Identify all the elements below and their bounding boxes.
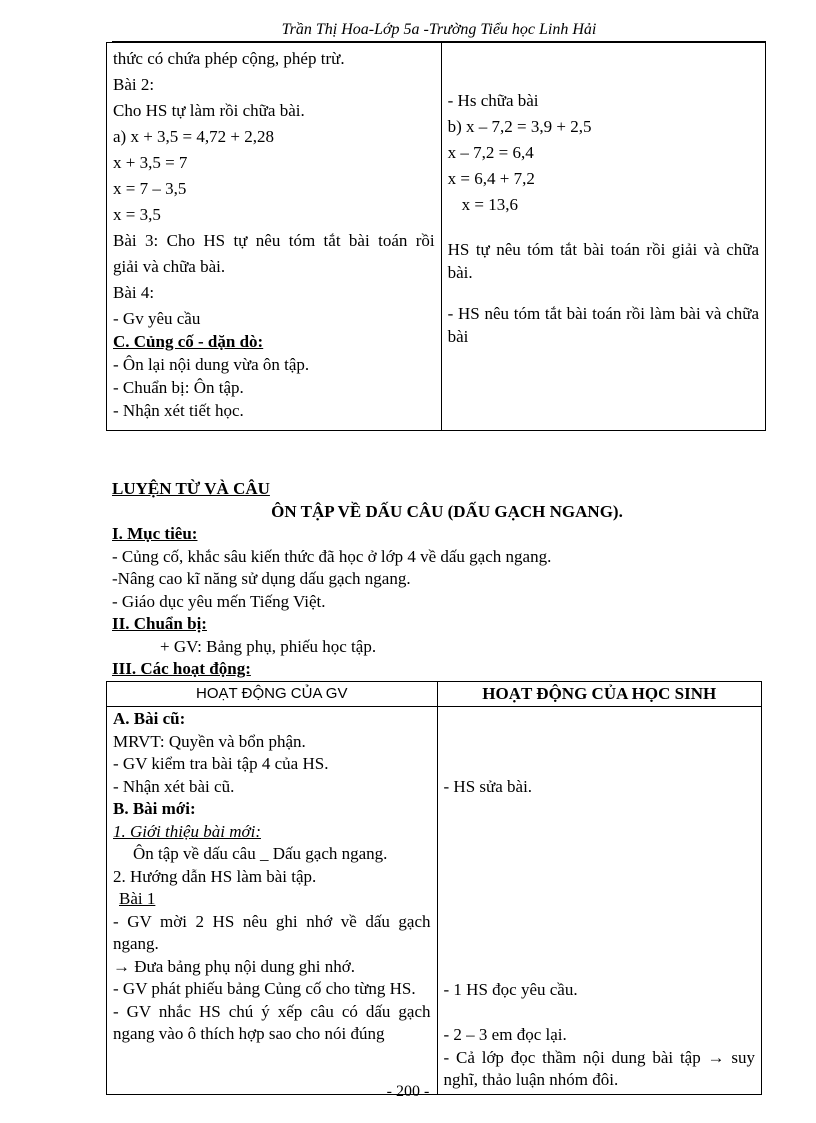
text-line: Bài 3: Cho HS tự nêu tóm tắt bài toán rồi bbox=[113, 231, 435, 250]
equation: x = 6,4 + 7,2 bbox=[447, 169, 535, 188]
text-line: - GV kiểm tra bài tập 4 của HS. bbox=[113, 754, 329, 773]
text-line: Cho HS tự làm rồi chữa bài. bbox=[113, 101, 305, 120]
heading-text: Bài 1 bbox=[119, 889, 156, 908]
student-column bbox=[441, 43, 765, 431]
objective-item: -Nâng cao kĩ năng sử dụng dấu gạch ngang. bbox=[112, 569, 411, 588]
text-line: MRVT: Quyền và bổn phận. bbox=[113, 731, 306, 751]
heading-text: C. Củng cố - dặn dò: bbox=[113, 332, 264, 351]
equation: a) x + 3,5 = 4,72 + 2,28 bbox=[113, 127, 274, 146]
page-number: - 200 - bbox=[386, 1083, 430, 1100]
equation: x = 13,6 bbox=[461, 195, 518, 214]
objective-item: - Củng cố, khắc sâu kiến thức đã học ở lớp 4 về dấu gạch ngang. bbox=[112, 546, 552, 566]
exercise-label: Bài 4: bbox=[113, 283, 155, 302]
text-line: thức có chứa phép cộng, phép trừ. bbox=[113, 49, 345, 68]
heading-text: I. Mục tiêu: bbox=[112, 524, 198, 543]
text-block: HS tự nêu tóm tắt bài toán rồi giải và chữa bài. bbox=[447, 240, 759, 282]
equation: x = 3,5 bbox=[113, 205, 161, 224]
text-block: - Cả lớp đọc thầm nội dung bài tập → suy nghĩ, thảo luận nhóm đôi. bbox=[443, 1047, 755, 1089]
section-heading: B. Bài mới: bbox=[113, 799, 196, 818]
preparation-heading bbox=[112, 613, 762, 636]
text-line: Ôn tập về dấu câu _ Dấu gạch ngang. bbox=[133, 844, 388, 863]
subject-text: LUYỆN TỪ VÀ CÂU bbox=[112, 479, 270, 498]
text-line: → Đưa bảng phụ nội dung ghi nhớ. bbox=[113, 956, 356, 976]
exercise-label: Bài 2: bbox=[113, 75, 155, 94]
text-line: - Hs chữa bài bbox=[447, 91, 539, 110]
equation: x + 3,5 = 7 bbox=[113, 153, 188, 172]
text-line: - 1 HS đọc yêu cầu. bbox=[443, 979, 578, 999]
teacher-activities bbox=[107, 707, 438, 1095]
exercise-label bbox=[113, 888, 431, 911]
preparation-item: + GV: Bảng phụ, phiếu học tập. bbox=[160, 636, 377, 656]
section-heading: A. Bài cũ: bbox=[113, 709, 186, 728]
equation: x = 7 – 3,5 bbox=[113, 179, 187, 198]
objective-item: - Giáo dục yêu mến Tiếng Việt. bbox=[112, 591, 326, 611]
student-activities bbox=[437, 707, 761, 1095]
header-teacher: HOẠT ĐỘNG CỦA GV bbox=[107, 682, 438, 707]
activity-table bbox=[106, 681, 762, 1095]
text-block: - HS nêu tóm tắt bài toán rồi làm bài và chữa bài bbox=[447, 304, 759, 346]
text-line: giải và chữa bài. bbox=[113, 257, 226, 276]
text-line: - HS sửa bài. bbox=[443, 777, 533, 796]
activity-table-continued bbox=[106, 42, 766, 431]
lesson-title: ÔN TẬP VỀ DẤU CÂU (DẤU GẠCH NGANG). bbox=[271, 501, 623, 521]
header-student: HOẠT ĐỘNG CỦA HỌC SINH bbox=[437, 682, 761, 707]
subsection-heading bbox=[113, 821, 431, 844]
page-header: Trần Thị Hoa-Lớp 5a -Trường Tiểu học Linh Hải bbox=[112, 20, 766, 42]
text-line: - 2 – 3 em đọc lại. bbox=[443, 1025, 567, 1044]
list-item: - Nhận xét tiết học. bbox=[113, 401, 244, 420]
text-line: - Gv yêu cầu bbox=[113, 309, 201, 328]
activities-heading bbox=[112, 658, 762, 681]
equation: b) x – 7,2 = 3,9 + 2,5 bbox=[447, 117, 592, 136]
text-line: - Nhận xét bài cũ. bbox=[113, 776, 235, 796]
heading-text: 1. Giới thiệu bài mới: bbox=[113, 821, 261, 841]
heading-text: II. Chuẩn bị: bbox=[112, 614, 207, 633]
lesson-intro bbox=[112, 478, 762, 681]
teacher-column bbox=[107, 43, 442, 431]
list-item: - Ôn lại nội dung vừa ôn tập. bbox=[113, 355, 310, 374]
objectives-heading bbox=[112, 523, 762, 546]
equation: x – 7,2 = 6,4 bbox=[447, 143, 534, 162]
text-block: - GV phát phiếu bảng Củng cố cho từng HS. bbox=[113, 979, 416, 998]
text-line: 2. Hướng dẫn HS làm bài tập. bbox=[113, 866, 317, 886]
text-block: - GV mời 2 HS nêu ghi nhớ về dấu gạch ngang. bbox=[113, 911, 431, 953]
section-heading bbox=[113, 331, 435, 353]
list-item: - Chuẩn bị: Ôn tập. bbox=[113, 378, 244, 397]
text-block: - GV nhắc HS chú ý xếp câu có dấu gạch ngang vào ô thích hợp sao cho nói đúng bbox=[113, 1001, 431, 1043]
heading-text: III. Các hoạt động: bbox=[112, 659, 251, 678]
subject-title bbox=[112, 478, 762, 501]
